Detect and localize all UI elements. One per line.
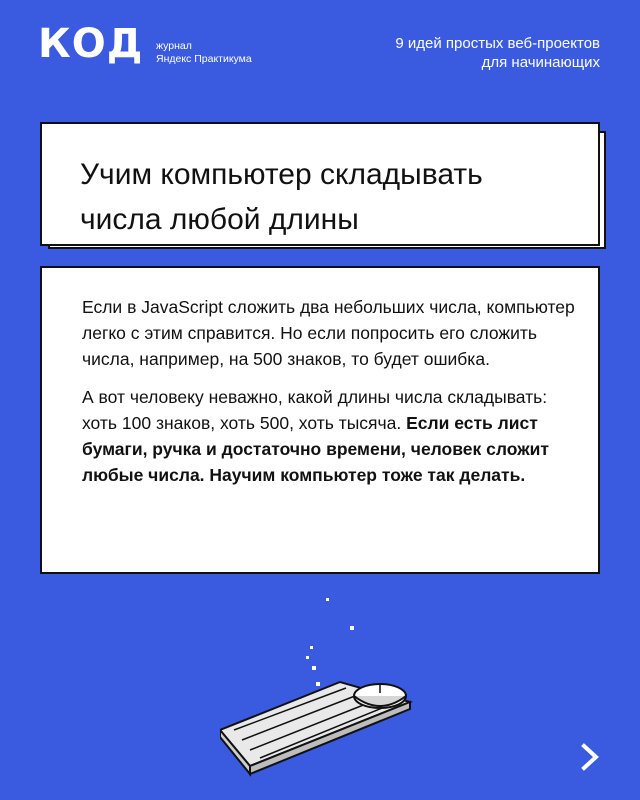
body-paragraph-1: Если в JavaScript сложить два небольших числа, компьютер легко с этим справится. Но если попросить его сложить числа, например, на 500 знаков, то будет ошибка. xyxy=(82,297,575,369)
series-title xyxy=(395,34,600,72)
slide-title-line1: Учим компьютер складывать xyxy=(80,158,483,191)
body-paragraph-2-plain: А вот человеку неважно, какой длины числа складывать: хоть 100 знаков, хоть 500, хоть тысяча. xyxy=(82,387,548,433)
sparkle-dot xyxy=(326,598,329,601)
sparkle-dot xyxy=(312,666,316,670)
title-card xyxy=(40,122,600,246)
body-paragraph-2 xyxy=(42,372,598,488)
slide-title-line2: числа любой длины xyxy=(80,203,359,236)
series-title-line2: для начинающих xyxy=(481,54,600,71)
logo-subtitle xyxy=(156,40,252,66)
body-card xyxy=(40,266,600,574)
series-title-line1: 9 идей простых веб-проектов xyxy=(395,35,600,52)
logo-subtitle-line1: журнал xyxy=(156,40,192,52)
logo-subtitle-line2: Яндекс Практикума xyxy=(156,53,252,65)
chevron-right-icon[interactable] xyxy=(578,742,602,772)
mouse-icon xyxy=(354,684,406,708)
sparkle-dot xyxy=(306,656,309,659)
sparkle-dot xyxy=(350,626,354,630)
keyboard-mouse-illustration xyxy=(220,590,440,790)
sparkle-dot xyxy=(310,646,313,649)
sparkle-dot xyxy=(316,682,320,686)
body-paragraph-2-bold: Если есть лист бумаги, ручка и достаточно времени, человек сложит любые числа. Научим компьютер тоже так делать. xyxy=(82,413,549,485)
slide-title xyxy=(80,152,578,242)
logo: КОД xyxy=(38,21,144,67)
